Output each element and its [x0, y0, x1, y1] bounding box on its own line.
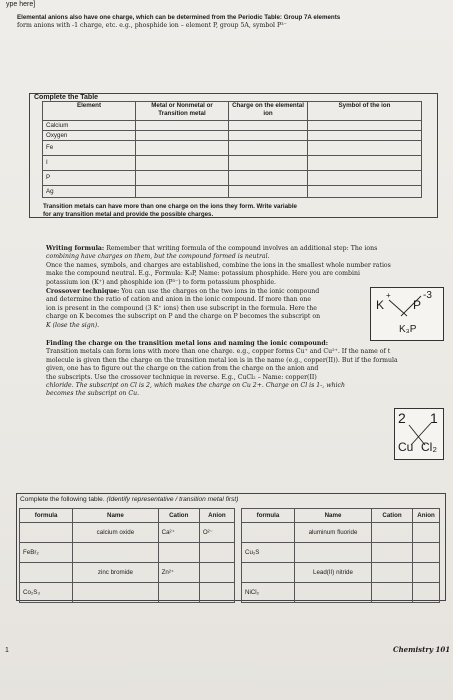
transition-section	[46, 340, 453, 399]
answer-cell[interactable]	[136, 141, 229, 156]
table1-title: Complete the Table	[34, 94, 99, 101]
anion-cell[interactable]	[199, 583, 234, 603]
answer-cell[interactable]	[229, 186, 308, 198]
writing-line-3: Once the names, symbols, and charges are established, combine the ions in the smallest whole number ratios	[46, 261, 391, 269]
cation-symbol: K	[376, 298, 385, 312]
answer-cell[interactable]	[229, 171, 308, 186]
crossover-line-4: charge on K becomes the subscript on P and the charge on P becomes the subscript on	[46, 313, 321, 321]
col-charge: Charge on the elemental ion	[229, 102, 308, 121]
name-cell: zinc bromide	[73, 563, 158, 583]
writing-line-1: Remember that writing formula of the compound involves an additional step: The ions	[106, 245, 378, 252]
subscript-two: 2	[398, 410, 406, 426]
table-row	[43, 131, 422, 141]
answer-cell[interactable]	[136, 186, 229, 198]
crossover-section	[46, 288, 366, 330]
anion-cell[interactable]	[199, 543, 234, 563]
table-row	[20, 583, 235, 603]
writing-label: Writing formula:	[46, 245, 105, 252]
col-name: Name	[73, 509, 158, 523]
cation-charge: +	[386, 291, 391, 300]
table-row	[20, 523, 235, 543]
anion-charge: -3	[423, 290, 432, 301]
transition-heading: Finding the charge on the transition metal ions and naming the ionic compound:	[46, 340, 329, 347]
footer-course: Chemistry 101	[393, 645, 451, 654]
table-row	[43, 156, 422, 171]
table-row	[242, 583, 440, 603]
table-row	[43, 121, 422, 131]
cation-cell[interactable]	[158, 583, 199, 603]
instruction-text: Complete the following table.	[20, 496, 105, 503]
cation-cell[interactable]	[158, 543, 199, 563]
cation-cell[interactable]	[372, 543, 413, 563]
answer-cell[interactable]	[308, 131, 422, 141]
answer-cell[interactable]	[136, 131, 229, 141]
answer-cell[interactable]	[308, 121, 422, 131]
writing-line-2: combining have charges on them, but the compound formed is neutral.	[46, 253, 270, 261]
crossover-line-5: K (lose the sign).	[46, 321, 100, 329]
col-anion: Anion	[413, 509, 440, 523]
anion-cell: O²⁻	[199, 523, 234, 543]
col-element: Element	[43, 102, 136, 121]
table2-header-row	[20, 509, 235, 523]
name-cell: aluminum fluoride	[295, 523, 372, 543]
anion-cell[interactable]	[199, 563, 234, 583]
cation-cell: Ca²⁺	[158, 523, 199, 543]
col-name: Name	[295, 509, 372, 523]
name-cell: Lead(II) nitride	[295, 563, 372, 583]
formula-cell: Cu₂S	[242, 543, 295, 563]
cation-cell[interactable]	[372, 523, 413, 543]
formula-cell: Co₂S₃	[20, 583, 73, 603]
transition-note	[43, 203, 297, 219]
answer-cell[interactable]	[308, 156, 422, 171]
note-line-1: Transition metals can have more than one charge on the ions they form. Write variable	[43, 203, 297, 210]
name-cell[interactable]	[73, 543, 158, 563]
name-cell[interactable]	[295, 543, 372, 563]
anion-cell[interactable]	[413, 543, 440, 563]
formula-cell[interactable]	[20, 563, 73, 583]
anion-cell[interactable]	[413, 583, 440, 603]
name-cell[interactable]	[295, 583, 372, 603]
table1-header-row	[43, 102, 422, 121]
formula-cell[interactable]	[20, 523, 73, 543]
instruction-italic: (Identify representative / transition metal first)	[106, 496, 239, 503]
crossover-diagram	[370, 287, 444, 341]
col-cation: Cation	[158, 509, 199, 523]
formula-cell[interactable]	[242, 563, 295, 583]
anion-symbol: P	[413, 298, 422, 312]
transition-line-2: molecule is given then the charge on the transition metal ion is in the name (e.g., copper(II)). But if the formula	[46, 356, 398, 364]
col-formula: formula	[242, 509, 295, 523]
table2-header-row	[242, 509, 440, 523]
crossover-result: K₃P	[399, 324, 417, 335]
transition-line-4: the subscripts. Use the crossover technique in reverse. E.g., CuCl₂ – Name: copper(II)	[46, 373, 317, 381]
transition-line-3: given, one has to figure out the charge on the cation from the charge on the anion and	[46, 365, 319, 373]
element-cell: Calcium	[43, 121, 136, 131]
element-cell: I	[43, 156, 136, 171]
answer-cell[interactable]	[229, 156, 308, 171]
table-row	[20, 563, 235, 583]
subscript-one: 1	[430, 410, 438, 426]
crossover-line-3: ion is present in the compound (3 K⁺ ions) then use subscript in the formula. Here the	[46, 304, 317, 312]
col-cation: Cation	[372, 509, 413, 523]
answer-cell[interactable]	[136, 121, 229, 131]
transition-line-1: Transition metals can form ions with more than one charge. e.g., copper forms Cu⁺ and Cu²⁺. If the name of t	[46, 348, 391, 356]
col-formula: formula	[20, 509, 73, 523]
answer-cell[interactable]	[229, 131, 308, 141]
copper-symbol: Cu	[398, 440, 414, 454]
table2-instruction	[20, 496, 238, 503]
answer-cell[interactable]	[308, 171, 422, 186]
answer-cell[interactable]	[229, 141, 308, 156]
table-row	[242, 563, 440, 583]
col-anion: Anion	[199, 509, 234, 523]
element-cell: P	[43, 171, 136, 186]
crossover-label: Crossover technique:	[46, 288, 120, 295]
name-cell[interactable]	[73, 583, 158, 603]
cation-cell[interactable]	[372, 583, 413, 603]
transition-line-5: chloride. The subscript on Cl is 2, which makes the charge on Cu 2+. Charge on Cl is 1-, which	[46, 382, 345, 390]
compound-table-left	[19, 508, 235, 603]
transition-line-6: becomes the subscript on Cu.	[46, 390, 140, 398]
writing-formula-section	[46, 245, 453, 287]
compound-table-right	[241, 508, 440, 603]
page-number: 1	[5, 647, 9, 654]
anion-cell[interactable]	[413, 523, 440, 543]
answer-cell[interactable]	[308, 141, 422, 156]
anion-cell[interactable]	[413, 563, 440, 583]
answer-cell[interactable]	[229, 121, 308, 131]
chloride-symbol: Cl₂	[421, 440, 437, 454]
col-metal-type: Metal or Nonmetal or Transition metal	[136, 102, 229, 121]
table-row	[242, 543, 440, 563]
element-table	[42, 101, 422, 198]
table-row	[43, 141, 422, 156]
table-row	[43, 186, 422, 198]
cation-cell[interactable]	[372, 563, 413, 583]
name-cell: calcium oxide	[73, 523, 158, 543]
answer-cell[interactable]	[136, 156, 229, 171]
formula-cell[interactable]	[242, 523, 295, 543]
writing-line-5: potassium ion (K⁺) and phosphide ion (P³⁻) to form potassium phosphide.	[46, 278, 277, 286]
table-row	[43, 171, 422, 186]
element-cell: Fe	[43, 141, 136, 156]
note-line-2: for any transition metal and provide the possible charges.	[43, 211, 214, 218]
table-row	[20, 543, 235, 563]
intro-paragraph	[17, 14, 453, 31]
reverse-crossover-diagram	[394, 408, 444, 460]
writing-line-4: make the compound neutral. E.g., Formula: K₃P, Name: potassium phosphide. Here you are combini	[46, 270, 360, 278]
col-symbol: Symbol of the ion	[308, 102, 422, 121]
table-row	[242, 523, 440, 543]
element-cell: Ag	[43, 186, 136, 198]
formula-cell: NiCl₂	[242, 583, 295, 603]
formula-cell: FeBr₂	[20, 543, 73, 563]
element-cell: Oxygen	[43, 131, 136, 141]
intro-line-1: Elemental anions also have one charge, which can be determined from the Periodic Table: Group 7A elements	[17, 14, 341, 21]
intro-line-2: form anions with -1 charge, etc. e.g., phosphide ion – element P, group 5A, symbol P³⁻	[17, 22, 287, 30]
crossover-line-1: You can use the charges on the two ions in the ionic compound	[121, 288, 320, 295]
crossover-line-2: and determine the ratio of cation and anion in the ionic compound. If more than one	[46, 296, 312, 304]
answer-cell[interactable]	[136, 171, 229, 186]
top-fragment: ype here]	[6, 1, 36, 8]
cation-cell: Zn²⁺	[158, 563, 199, 583]
answer-cell[interactable]	[308, 186, 422, 198]
